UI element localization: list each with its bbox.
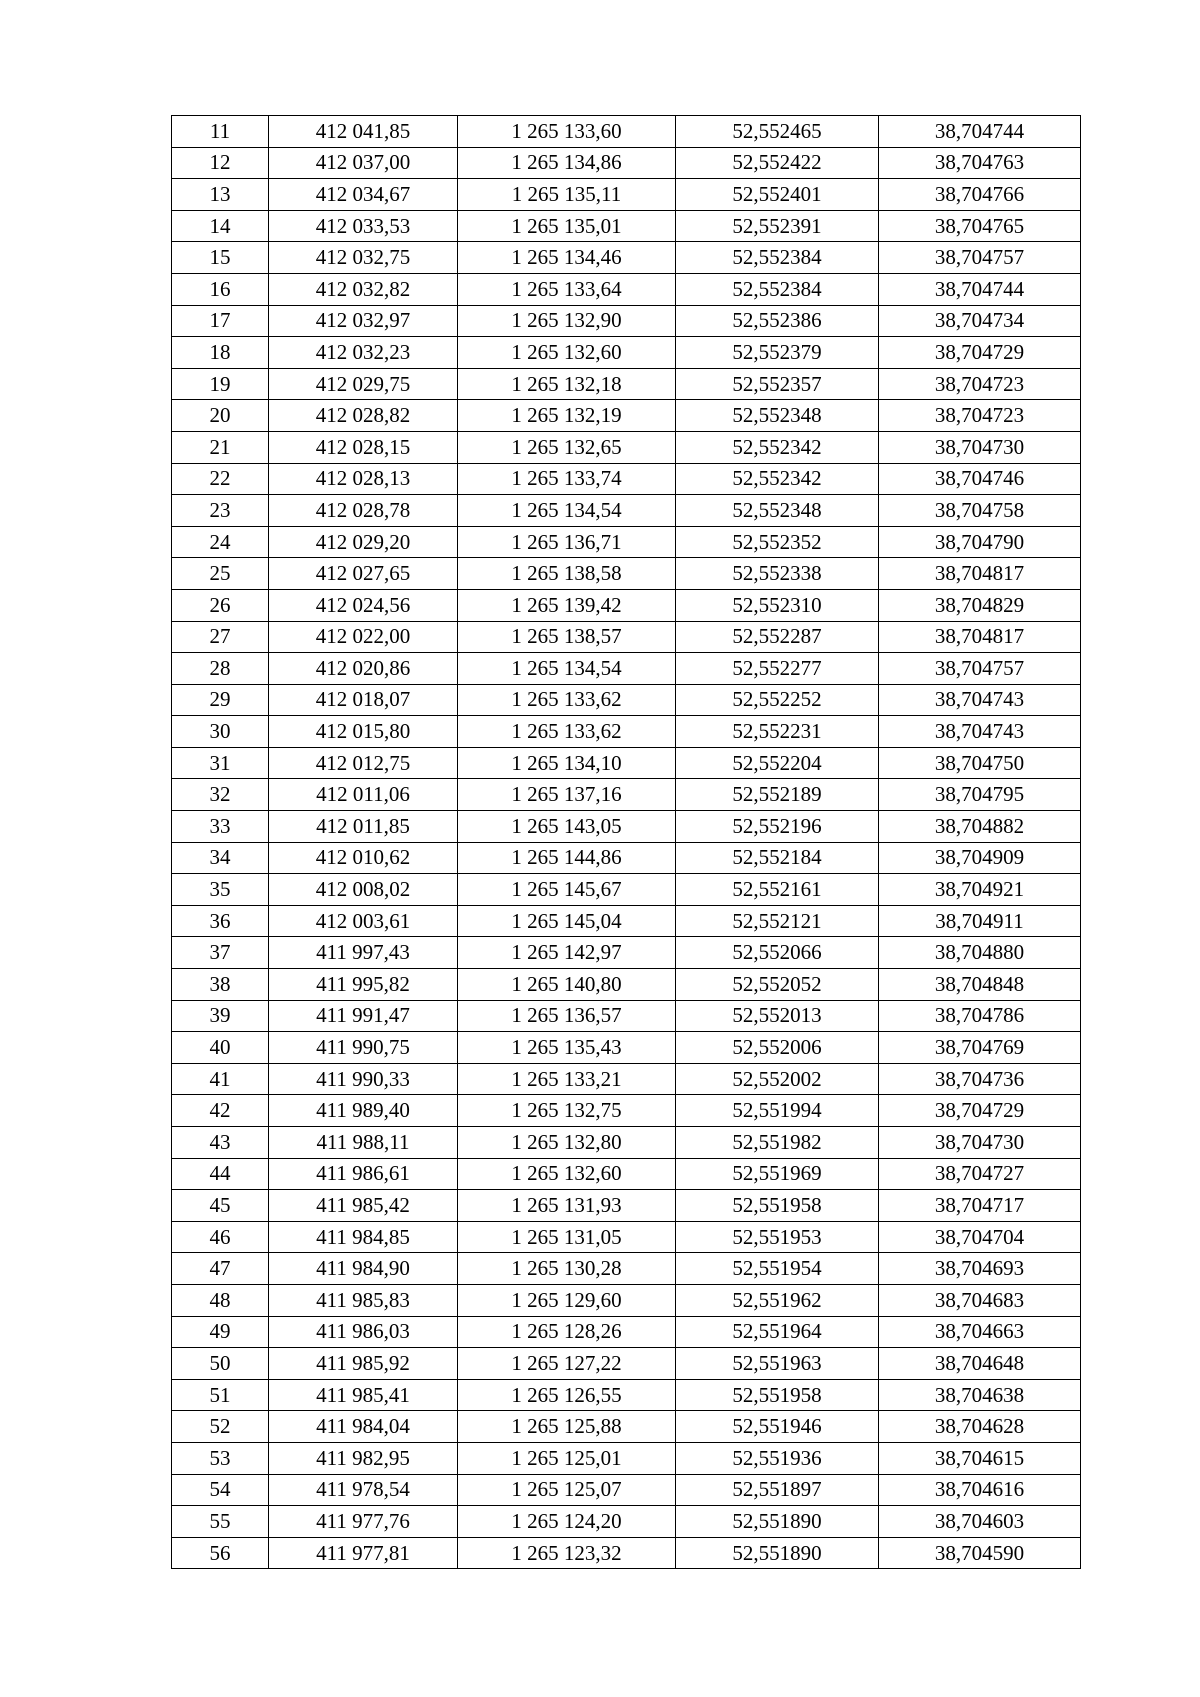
longitude-cell: 38,704628 xyxy=(879,1411,1081,1443)
longitude-cell: 38,704911 xyxy=(879,905,1081,937)
table-row xyxy=(172,526,1081,558)
longitude-cell: 38,704757 xyxy=(879,242,1081,274)
x-coordinate-cell: 412 010,62 xyxy=(269,842,458,874)
latitude-cell: 52,552231 xyxy=(676,716,879,748)
point-number-cell: 16 xyxy=(172,273,269,305)
table-row xyxy=(172,337,1081,369)
longitude-cell: 38,704746 xyxy=(879,463,1081,495)
point-number-cell: 45 xyxy=(172,1190,269,1222)
latitude-cell: 52,551953 xyxy=(676,1221,879,1253)
x-coordinate-cell: 411 977,76 xyxy=(269,1506,458,1538)
point-number-cell: 56 xyxy=(172,1537,269,1569)
longitude-cell: 38,704744 xyxy=(879,116,1081,148)
latitude-cell: 52,552121 xyxy=(676,905,879,937)
x-coordinate-cell: 411 984,90 xyxy=(269,1253,458,1285)
y-coordinate-cell: 1 265 145,67 xyxy=(458,874,676,906)
y-coordinate-cell: 1 265 134,86 xyxy=(458,147,676,179)
x-coordinate-cell: 412 011,85 xyxy=(269,811,458,843)
longitude-cell: 38,704790 xyxy=(879,526,1081,558)
y-coordinate-cell: 1 265 135,01 xyxy=(458,210,676,242)
latitude-cell: 52,552161 xyxy=(676,874,879,906)
point-number-cell: 17 xyxy=(172,305,269,337)
y-coordinate-cell: 1 265 127,22 xyxy=(458,1348,676,1380)
point-number-cell: 12 xyxy=(172,147,269,179)
x-coordinate-cell: 411 986,61 xyxy=(269,1158,458,1190)
y-coordinate-cell: 1 265 134,10 xyxy=(458,747,676,779)
x-coordinate-cell: 412 029,20 xyxy=(269,526,458,558)
y-coordinate-cell: 1 265 140,80 xyxy=(458,969,676,1001)
table-row xyxy=(172,147,1081,179)
latitude-cell: 52,552204 xyxy=(676,747,879,779)
latitude-cell: 52,552401 xyxy=(676,179,879,211)
latitude-cell: 52,552196 xyxy=(676,811,879,843)
x-coordinate-cell: 412 029,75 xyxy=(269,368,458,400)
x-coordinate-cell: 412 022,00 xyxy=(269,621,458,653)
x-coordinate-cell: 411 988,11 xyxy=(269,1127,458,1159)
x-coordinate-cell: 412 003,61 xyxy=(269,905,458,937)
longitude-cell: 38,704757 xyxy=(879,653,1081,685)
x-coordinate-cell: 411 977,81 xyxy=(269,1537,458,1569)
y-coordinate-cell: 1 265 133,62 xyxy=(458,684,676,716)
point-number-cell: 42 xyxy=(172,1095,269,1127)
longitude-cell: 38,704683 xyxy=(879,1284,1081,1316)
y-coordinate-cell: 1 265 136,71 xyxy=(458,526,676,558)
y-coordinate-cell: 1 265 145,04 xyxy=(458,905,676,937)
latitude-cell: 52,552287 xyxy=(676,621,879,653)
point-number-cell: 18 xyxy=(172,337,269,369)
latitude-cell: 52,552357 xyxy=(676,368,879,400)
table-row xyxy=(172,1348,1081,1380)
x-coordinate-cell: 412 018,07 xyxy=(269,684,458,716)
longitude-cell: 38,704909 xyxy=(879,842,1081,874)
latitude-cell: 52,552348 xyxy=(676,400,879,432)
x-coordinate-cell: 411 978,54 xyxy=(269,1474,458,1506)
y-coordinate-cell: 1 265 136,57 xyxy=(458,1000,676,1032)
latitude-cell: 52,551936 xyxy=(676,1442,879,1474)
table-row xyxy=(172,811,1081,843)
point-number-cell: 32 xyxy=(172,779,269,811)
longitude-cell: 38,704615 xyxy=(879,1442,1081,1474)
point-number-cell: 37 xyxy=(172,937,269,969)
coordinates-table-body xyxy=(172,116,1081,1569)
latitude-cell: 52,552013 xyxy=(676,1000,879,1032)
y-coordinate-cell: 1 265 132,19 xyxy=(458,400,676,432)
table-row xyxy=(172,1032,1081,1064)
latitude-cell: 52,552066 xyxy=(676,937,879,969)
table-row xyxy=(172,1095,1081,1127)
table-row xyxy=(172,179,1081,211)
point-number-cell: 43 xyxy=(172,1127,269,1159)
x-coordinate-cell: 411 991,47 xyxy=(269,1000,458,1032)
y-coordinate-cell: 1 265 144,86 xyxy=(458,842,676,874)
table-row xyxy=(172,242,1081,274)
x-coordinate-cell: 411 995,82 xyxy=(269,969,458,1001)
y-coordinate-cell: 1 265 143,05 xyxy=(458,811,676,843)
y-coordinate-cell: 1 265 134,46 xyxy=(458,242,676,274)
y-coordinate-cell: 1 265 142,97 xyxy=(458,937,676,969)
point-number-cell: 30 xyxy=(172,716,269,748)
point-number-cell: 44 xyxy=(172,1158,269,1190)
table-row xyxy=(172,747,1081,779)
latitude-cell: 52,551958 xyxy=(676,1379,879,1411)
latitude-cell: 52,552386 xyxy=(676,305,879,337)
x-coordinate-cell: 411 997,43 xyxy=(269,937,458,969)
longitude-cell: 38,704616 xyxy=(879,1474,1081,1506)
latitude-cell: 52,552252 xyxy=(676,684,879,716)
latitude-cell: 52,552052 xyxy=(676,969,879,1001)
point-number-cell: 15 xyxy=(172,242,269,274)
table-row xyxy=(172,273,1081,305)
point-number-cell: 54 xyxy=(172,1474,269,1506)
x-coordinate-cell: 412 028,13 xyxy=(269,463,458,495)
y-coordinate-cell: 1 265 134,54 xyxy=(458,653,676,685)
longitude-cell: 38,704603 xyxy=(879,1506,1081,1538)
longitude-cell: 38,704769 xyxy=(879,1032,1081,1064)
y-coordinate-cell: 1 265 138,58 xyxy=(458,558,676,590)
longitude-cell: 38,704829 xyxy=(879,589,1081,621)
point-number-cell: 50 xyxy=(172,1348,269,1380)
latitude-cell: 52,551958 xyxy=(676,1190,879,1222)
point-number-cell: 55 xyxy=(172,1506,269,1538)
table-row xyxy=(172,1158,1081,1190)
latitude-cell: 52,552006 xyxy=(676,1032,879,1064)
longitude-cell: 38,704786 xyxy=(879,1000,1081,1032)
latitude-cell: 52,551994 xyxy=(676,1095,879,1127)
table-row xyxy=(172,905,1081,937)
y-coordinate-cell: 1 265 132,65 xyxy=(458,431,676,463)
longitude-cell: 38,704882 xyxy=(879,811,1081,843)
y-coordinate-cell: 1 265 139,42 xyxy=(458,589,676,621)
x-coordinate-cell: 412 032,23 xyxy=(269,337,458,369)
latitude-cell: 52,551946 xyxy=(676,1411,879,1443)
latitude-cell: 52,551982 xyxy=(676,1127,879,1159)
point-number-cell: 48 xyxy=(172,1284,269,1316)
x-coordinate-cell: 411 984,85 xyxy=(269,1221,458,1253)
table-row xyxy=(172,495,1081,527)
y-coordinate-cell: 1 265 133,64 xyxy=(458,273,676,305)
point-number-cell: 51 xyxy=(172,1379,269,1411)
table-row xyxy=(172,684,1081,716)
x-coordinate-cell: 411 985,92 xyxy=(269,1348,458,1380)
point-number-cell: 36 xyxy=(172,905,269,937)
latitude-cell: 52,551969 xyxy=(676,1158,879,1190)
point-number-cell: 20 xyxy=(172,400,269,432)
longitude-cell: 38,704758 xyxy=(879,495,1081,527)
latitude-cell: 52,551890 xyxy=(676,1506,879,1538)
x-coordinate-cell: 412 033,53 xyxy=(269,210,458,242)
latitude-cell: 52,552348 xyxy=(676,495,879,527)
table-row xyxy=(172,1000,1081,1032)
x-coordinate-cell: 411 990,33 xyxy=(269,1063,458,1095)
point-number-cell: 40 xyxy=(172,1032,269,1064)
longitude-cell: 38,704766 xyxy=(879,179,1081,211)
latitude-cell: 52,552422 xyxy=(676,147,879,179)
x-coordinate-cell: 412 032,75 xyxy=(269,242,458,274)
x-coordinate-cell: 412 032,97 xyxy=(269,305,458,337)
y-coordinate-cell: 1 265 133,62 xyxy=(458,716,676,748)
y-coordinate-cell: 1 265 128,26 xyxy=(458,1316,676,1348)
longitude-cell: 38,704723 xyxy=(879,368,1081,400)
table-row xyxy=(172,305,1081,337)
longitude-cell: 38,704750 xyxy=(879,747,1081,779)
y-coordinate-cell: 1 265 130,28 xyxy=(458,1253,676,1285)
table-row xyxy=(172,400,1081,432)
table-row xyxy=(172,1411,1081,1443)
longitude-cell: 38,704743 xyxy=(879,716,1081,748)
y-coordinate-cell: 1 265 133,60 xyxy=(458,116,676,148)
longitude-cell: 38,704663 xyxy=(879,1316,1081,1348)
point-number-cell: 29 xyxy=(172,684,269,716)
y-coordinate-cell: 1 265 134,54 xyxy=(458,495,676,527)
x-coordinate-cell: 411 982,95 xyxy=(269,1442,458,1474)
longitude-cell: 38,704921 xyxy=(879,874,1081,906)
longitude-cell: 38,704734 xyxy=(879,305,1081,337)
table-row xyxy=(172,621,1081,653)
longitude-cell: 38,704729 xyxy=(879,337,1081,369)
longitude-cell: 38,704848 xyxy=(879,969,1081,1001)
x-coordinate-cell: 412 037,00 xyxy=(269,147,458,179)
table-row xyxy=(172,116,1081,148)
y-coordinate-cell: 1 265 129,60 xyxy=(458,1284,676,1316)
latitude-cell: 52,552384 xyxy=(676,273,879,305)
y-coordinate-cell: 1 265 131,93 xyxy=(458,1190,676,1222)
longitude-cell: 38,704730 xyxy=(879,1127,1081,1159)
longitude-cell: 38,704765 xyxy=(879,210,1081,242)
latitude-cell: 52,552310 xyxy=(676,589,879,621)
table-row xyxy=(172,969,1081,1001)
point-number-cell: 24 xyxy=(172,526,269,558)
coordinates-table xyxy=(171,115,1081,1569)
table-row xyxy=(172,1190,1081,1222)
longitude-cell: 38,704743 xyxy=(879,684,1081,716)
latitude-cell: 52,552338 xyxy=(676,558,879,590)
table-row xyxy=(172,779,1081,811)
point-number-cell: 25 xyxy=(172,558,269,590)
table-row xyxy=(172,937,1081,969)
point-number-cell: 53 xyxy=(172,1442,269,1474)
table-row xyxy=(172,874,1081,906)
latitude-cell: 52,552277 xyxy=(676,653,879,685)
point-number-cell: 52 xyxy=(172,1411,269,1443)
latitude-cell: 52,551897 xyxy=(676,1474,879,1506)
y-coordinate-cell: 1 265 132,18 xyxy=(458,368,676,400)
latitude-cell: 52,552342 xyxy=(676,463,879,495)
point-number-cell: 22 xyxy=(172,463,269,495)
x-coordinate-cell: 412 012,75 xyxy=(269,747,458,779)
longitude-cell: 38,704744 xyxy=(879,273,1081,305)
y-coordinate-cell: 1 265 124,20 xyxy=(458,1506,676,1538)
latitude-cell: 52,551963 xyxy=(676,1348,879,1380)
table-row xyxy=(172,558,1081,590)
table-row xyxy=(172,653,1081,685)
longitude-cell: 38,704729 xyxy=(879,1095,1081,1127)
x-coordinate-cell: 411 985,41 xyxy=(269,1379,458,1411)
longitude-cell: 38,704727 xyxy=(879,1158,1081,1190)
table-row xyxy=(172,1284,1081,1316)
table-row xyxy=(172,1253,1081,1285)
longitude-cell: 38,704817 xyxy=(879,558,1081,590)
point-number-cell: 27 xyxy=(172,621,269,653)
point-number-cell: 28 xyxy=(172,653,269,685)
longitude-cell: 38,704693 xyxy=(879,1253,1081,1285)
x-coordinate-cell: 411 990,75 xyxy=(269,1032,458,1064)
table-row xyxy=(172,463,1081,495)
point-number-cell: 35 xyxy=(172,874,269,906)
longitude-cell: 38,704730 xyxy=(879,431,1081,463)
table-row xyxy=(172,1221,1081,1253)
longitude-cell: 38,704817 xyxy=(879,621,1081,653)
table-row xyxy=(172,1127,1081,1159)
latitude-cell: 52,552342 xyxy=(676,431,879,463)
latitude-cell: 52,552379 xyxy=(676,337,879,369)
latitude-cell: 52,552002 xyxy=(676,1063,879,1095)
latitude-cell: 52,551962 xyxy=(676,1284,879,1316)
y-coordinate-cell: 1 265 123,32 xyxy=(458,1537,676,1569)
point-number-cell: 39 xyxy=(172,1000,269,1032)
y-coordinate-cell: 1 265 132,90 xyxy=(458,305,676,337)
y-coordinate-cell: 1 265 125,88 xyxy=(458,1411,676,1443)
point-number-cell: 23 xyxy=(172,495,269,527)
x-coordinate-cell: 412 027,65 xyxy=(269,558,458,590)
point-number-cell: 34 xyxy=(172,842,269,874)
x-coordinate-cell: 412 028,82 xyxy=(269,400,458,432)
x-coordinate-cell: 412 008,02 xyxy=(269,874,458,906)
x-coordinate-cell: 412 034,67 xyxy=(269,179,458,211)
y-coordinate-cell: 1 265 132,80 xyxy=(458,1127,676,1159)
table-row xyxy=(172,210,1081,242)
latitude-cell: 52,552391 xyxy=(676,210,879,242)
x-coordinate-cell: 411 989,40 xyxy=(269,1095,458,1127)
latitude-cell: 52,551890 xyxy=(676,1537,879,1569)
latitude-cell: 52,551954 xyxy=(676,1253,879,1285)
point-number-cell: 49 xyxy=(172,1316,269,1348)
longitude-cell: 38,704723 xyxy=(879,400,1081,432)
point-number-cell: 26 xyxy=(172,589,269,621)
y-coordinate-cell: 1 265 131,05 xyxy=(458,1221,676,1253)
latitude-cell: 52,552384 xyxy=(676,242,879,274)
latitude-cell: 52,552184 xyxy=(676,842,879,874)
table-row xyxy=(172,1063,1081,1095)
point-number-cell: 31 xyxy=(172,747,269,779)
y-coordinate-cell: 1 265 137,16 xyxy=(458,779,676,811)
longitude-cell: 38,704880 xyxy=(879,937,1081,969)
x-coordinate-cell: 412 024,56 xyxy=(269,589,458,621)
x-coordinate-cell: 412 015,80 xyxy=(269,716,458,748)
table-row xyxy=(172,716,1081,748)
table-row xyxy=(172,431,1081,463)
table-row xyxy=(172,1474,1081,1506)
x-coordinate-cell: 412 028,15 xyxy=(269,431,458,463)
table-row xyxy=(172,842,1081,874)
longitude-cell: 38,704763 xyxy=(879,147,1081,179)
x-coordinate-cell: 411 985,83 xyxy=(269,1284,458,1316)
longitude-cell: 38,704590 xyxy=(879,1537,1081,1569)
y-coordinate-cell: 1 265 133,74 xyxy=(458,463,676,495)
y-coordinate-cell: 1 265 138,57 xyxy=(458,621,676,653)
longitude-cell: 38,704704 xyxy=(879,1221,1081,1253)
longitude-cell: 38,704638 xyxy=(879,1379,1081,1411)
point-number-cell: 46 xyxy=(172,1221,269,1253)
point-number-cell: 19 xyxy=(172,368,269,400)
point-number-cell: 41 xyxy=(172,1063,269,1095)
point-number-cell: 47 xyxy=(172,1253,269,1285)
point-number-cell: 21 xyxy=(172,431,269,463)
latitude-cell: 52,552189 xyxy=(676,779,879,811)
y-coordinate-cell: 1 265 125,07 xyxy=(458,1474,676,1506)
point-number-cell: 14 xyxy=(172,210,269,242)
longitude-cell: 38,704736 xyxy=(879,1063,1081,1095)
latitude-cell: 52,551964 xyxy=(676,1316,879,1348)
y-coordinate-cell: 1 265 135,11 xyxy=(458,179,676,211)
y-coordinate-cell: 1 265 126,55 xyxy=(458,1379,676,1411)
table-row xyxy=(172,1506,1081,1538)
point-number-cell: 33 xyxy=(172,811,269,843)
table-row xyxy=(172,368,1081,400)
longitude-cell: 38,704648 xyxy=(879,1348,1081,1380)
x-coordinate-cell: 412 041,85 xyxy=(269,116,458,148)
y-coordinate-cell: 1 265 132,75 xyxy=(458,1095,676,1127)
x-coordinate-cell: 412 028,78 xyxy=(269,495,458,527)
point-number-cell: 13 xyxy=(172,179,269,211)
longitude-cell: 38,704795 xyxy=(879,779,1081,811)
x-coordinate-cell: 411 985,42 xyxy=(269,1190,458,1222)
latitude-cell: 52,552465 xyxy=(676,116,879,148)
point-number-cell: 11 xyxy=(172,116,269,148)
x-coordinate-cell: 412 020,86 xyxy=(269,653,458,685)
x-coordinate-cell: 411 986,03 xyxy=(269,1316,458,1348)
y-coordinate-cell: 1 265 132,60 xyxy=(458,1158,676,1190)
table-row xyxy=(172,1316,1081,1348)
y-coordinate-cell: 1 265 132,60 xyxy=(458,337,676,369)
table-row xyxy=(172,1442,1081,1474)
x-coordinate-cell: 412 032,82 xyxy=(269,273,458,305)
y-coordinate-cell: 1 265 135,43 xyxy=(458,1032,676,1064)
longitude-cell: 38,704717 xyxy=(879,1190,1081,1222)
table-row xyxy=(172,1537,1081,1569)
x-coordinate-cell: 411 984,04 xyxy=(269,1411,458,1443)
y-coordinate-cell: 1 265 125,01 xyxy=(458,1442,676,1474)
x-coordinate-cell: 412 011,06 xyxy=(269,779,458,811)
table-row xyxy=(172,1379,1081,1411)
y-coordinate-cell: 1 265 133,21 xyxy=(458,1063,676,1095)
point-number-cell: 38 xyxy=(172,969,269,1001)
table-row xyxy=(172,589,1081,621)
latitude-cell: 52,552352 xyxy=(676,526,879,558)
